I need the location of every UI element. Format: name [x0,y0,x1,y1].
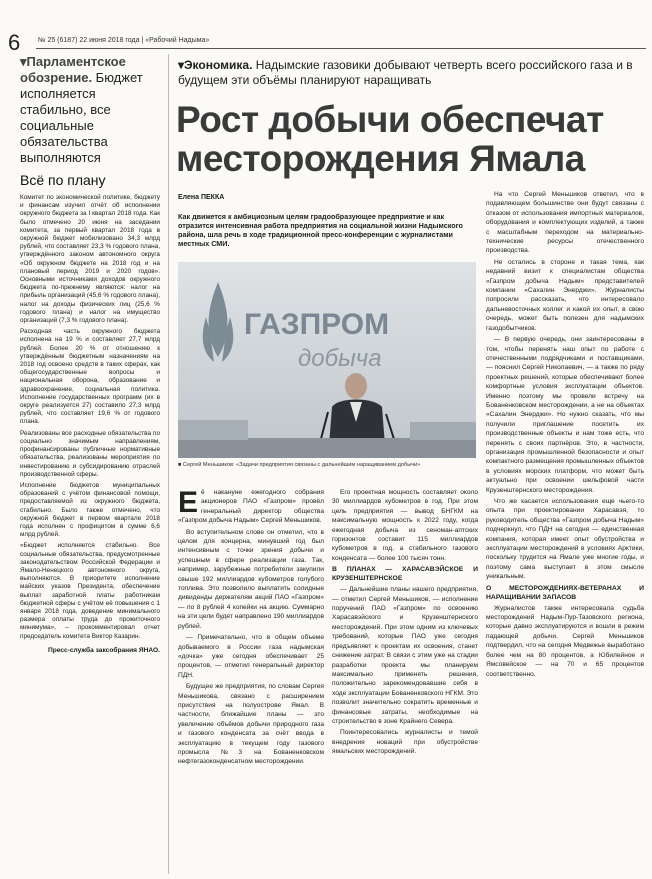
parliament-lede [20,54,160,166]
issue-line: № 25 (6187) 22 июня 2018 года | «Рабочий Надыма» [38,37,210,44]
article-author: Елена ПЕККА [178,194,225,201]
header-rule [36,48,646,49]
section-subhead: В ПЛАНАХ — ХАРАСАВЭЙСКОЕ И КРУЗЕНШТЕРНСКОЕ [332,566,478,583]
press-conference-photo [178,262,476,458]
drop-cap: Е [178,486,199,519]
kicker-text: Надымские газовики добывают четверть всего российского газа и в будущем эти объёмы планируют наращивать [178,58,633,87]
photo-caption: ■ Сергей Меньшиков: «Задачи предприятия связаны с дальнейшим наращиванием добычи» [178,462,421,468]
article-paragraph: — Дальнейшие планы нашего предприятия, — отметил Сергей Меньшиков, — исполнение поручений ПАО «Газпром» по освоению Харасавэйского и Крузенштернского месторождений. При этом одним из ключевых требований, которые ПАО уже сегодня предъявляет к проектам их освоения, станет снижение затрат. В связи с этим уже на стадии разработки проекта мы планируем максимально применять решения, положительно зарекомендовавшие себя в ходе эксплуатации Бованенковского НГКМ. Это позволит значительно сократить временные и финансовые затраты, необходимые на строительство в зоне Крайнего Севера. [332,586,478,725]
article-paragraph: — В первую очередь, они заинтересованы в том, чтобы перенять наш опыт по работе с отечественными подрядчиками и поставщиками, — пояснил Сергей Николаевич, — а также по ряду проектных решений, которые обеспечивают более комфортные условия эксплуатации объектов. Именно поэтому мы провели встречу на Бованенковском месторождении, а не на объектах «Сахалин Энерджи». Но нужно сказать, что мы получили приглашение посетить их производственные объекты и нам тоже есть, что перенять с своих партнёров. Это, в частности, организация промышленной безопасности и опыт компактного размещения промышленных объектов в условиях морских платформ, что может быть актуально при освоении шельфовой части Крузенштернского месторождения. [486,336,644,494]
column-divider [168,54,169,874]
article-kicker [178,58,638,88]
parliament-paragraph: «Бюджет исполняется стабильно. Все социальные обязательства, предусмотренные законодательством Российской Федерации и Ямало-Ненецкого автономного округа, выполняются. В приоритете исполнение майских указов Президента, обеспечение выплат заработной платы работникам бюджетной сферы с учётом её повышения с 1 января 2018 года, доведение минимального размера оплаты труда до прожиточного минимума», – прокомментировал отчет председатель комитета Виктор Казарин. [20,542,160,640]
article-column-2 [332,488,478,759]
article-paragraph: ё накануне ежегодного собрания акционеров ПАО «Газпром» провёл генеральный директор общества «Газпром добыча Надым» Сергей Меньшиков. [178,489,324,525]
article-paragraph: Журналистов также интересовала судьба месторождений Надым-Пур-Тазовского региона, которые давно эксплуатируются и вошли в режим падающей добычи. Сергей Меньшиков подтвердил, что на сегодня Медвежье выработано более чем на 80 процентов, а Юбилейное и Ямсовейское — на 70 и 65 процентов соответственно. [486,604,644,678]
photo-sign-sub: добыча [298,345,382,372]
article-paragraph: На что Сергей Меньшиков ответил, что в подавляющем большинстве они будут связаны с отказом от использования импортных материалов, оборудования и комплектующих изделий, а также с масштабным переходом на материально-технические ресурсы отечественного производства. [486,191,644,255]
parliament-column [20,54,160,654]
kicker-tag: ▾Экономика. [178,58,253,72]
conference-table [178,438,476,458]
section-subhead: О МЕСТОРОЖДЕНИЯХ-ВЕТЕРАНАХ И НАРАЩИВАНИИ ЗАПАСОВ [486,584,644,601]
article-paragraph: Не остались в стороне и такая тема, как недавний визит к специалистам общества «Газпром добыча Надым» представителей компании «Сахалин Энерджи». Журналисты попросили рассказать, что интересовало дальневосточных коллег и какой их опыт, в свою очередь, может быть полезен для надымских газодобытчиков. [486,258,644,332]
photo-sign-text: ГАЗПРОМ [244,308,390,341]
parliament-subhead: Всё по плану [20,172,106,188]
article-paragraph: Будущее же предприятия, по словам Сергея Меньшикова, связано с расширением присутствия на полуострове Ямал. В частности, ближайшие планы — это увеличение объёмов добычи природного газа и газового конденсата за счёт ввода в эксплуатацию в текущем году газового промысла №3 на Бованенковском нефтегазоконденсатном месторождении. [178,683,324,766]
page-number: 6 [8,30,21,55]
article-paragraph: — Примечательно, что в общем объеме добываемого в России газа надымская «дочка» уже сегодня обеспечивает 25 процентов, — отметил генеральный директор ПДН. [178,634,324,679]
parliament-lede-text: Бюджет исполняется стабильно, все социальные обязательства выполняются [20,70,143,165]
article-intro: Как движется к амбициозным целям градообразующее предприятие и как отразится интенсивная работа предприятия на социальной жизни Надымского района, шла речь в ходе традиционной пресс-конференции с журналистами местных СМИ. [178,212,463,248]
parliament-paragraph: Комитет по экономической политике, бюджету и финансам изучил отчёт об исполнении окружного бюджета за I квартал 2018 года. Как было отмечено 20 июня на заседании комитета, за первый квартал 2018 года в окружной бюджет мобилизовано 34,3 млрд рублей, что составляет 23,3 % годового плана, утверждённого законом автономного округа «Об окружном бюджете на 2018 год и на плановый период 2019 и 2020 годов». Основными источниками доходов окружного бюджета по-прежнему являются: налог на прибыль организаций (45,6 % годового плана), налог на доходы физических лиц (25,6 % годового плана) и налог на имущество организаций (7,3 % годового плана). [20,194,160,325]
parliament-signature: Пресс-служба заксобрания ЯНАО. [47,646,160,654]
parliament-tag: ▾Парламентское обозрение. [20,54,126,85]
article-column-1 [178,488,324,769]
parliament-paragraph: Исполнение бюджетов муниципальных образований с учётом финансовой помощи, предоставляемой из окружного бюджета, стабильно. Было также отмечено, что окружной бюджет в первом квартале 2018 года исполнен с профицитом в сумме 6,6 млрд рублей. [20,481,160,539]
article-column-3 [486,190,644,681]
parliament-paragraph: Расходная часть окружного бюджета исполнена на 19 % и составляет 27,7 млрд рублей. Более 20 % от отношению к утверждённым бюджетным назначениям на 2018 год освоено средств в таких сферах, как общегосударственные вопросы и национальная оборона, образование и здравоохранение, социальная политика. Исполнение государственных программ (их в округе реализуется 27) составило 27,3 млрд рублей, что составляет 19,6 % от годового плана. [20,328,160,426]
article-paragraph: Поинтересовались журналисты и темой внедрения новаций при обустройстве ямальских месторождений. [332,729,478,756]
photo-illustration [178,262,476,458]
article-paragraph: Во вступительном слове он отметил, что в целом для концерна, минувший год был интенсивным с точки зрения добычи и успешным в сфере реализации газа. Так, например, зарубежные потребители закупили свыше 192 миллиардов кубометров голубого топлива. Это позволило выплатить солидные дивиденды держателям акций ПАО «Газпром» — по 8 рублей 4 копейки на акцию. Суммарно на эти цели будет направлено 190 миллиардов рублей. [178,528,324,630]
article-headline: Рост добычи обеспечат месторождения Ямала [176,99,604,179]
parliament-paragraph: Реализованы все расходные обязательства по социально значимым направлениям, профинансированы публичные нормативные обязательства, реализованы мероприятия по инвестированию и субсидированию отраслей производственной сферы. [20,429,160,478]
article-paragraph: Его проектная мощность составляет около 30 миллиардов кубометров в год. При этом цель предприятия — вывод БНГКМ на максимальную мощность к 2022 году, когда ежегодная добыча из сеноман-аптских горизонтов составит 115 миллиардов кубометров в год, а стабильного газового конденсата — более 100 тысяч тонн. [332,489,478,562]
article-paragraph: Что же касается использования еще чьего-то опыта при проектировании Харасавэя, то руководитель общества «Газпром добыча Надым» подчеркнул, что ПДН на сегодня — единственная компания, которая имеет опыт обустройства и эксплуатации месторождений в условиях Арктики, поскольку трудится на Ямале уже многие годы, и поэтому сама выступает в этом смысле уникальным. [486,498,644,581]
